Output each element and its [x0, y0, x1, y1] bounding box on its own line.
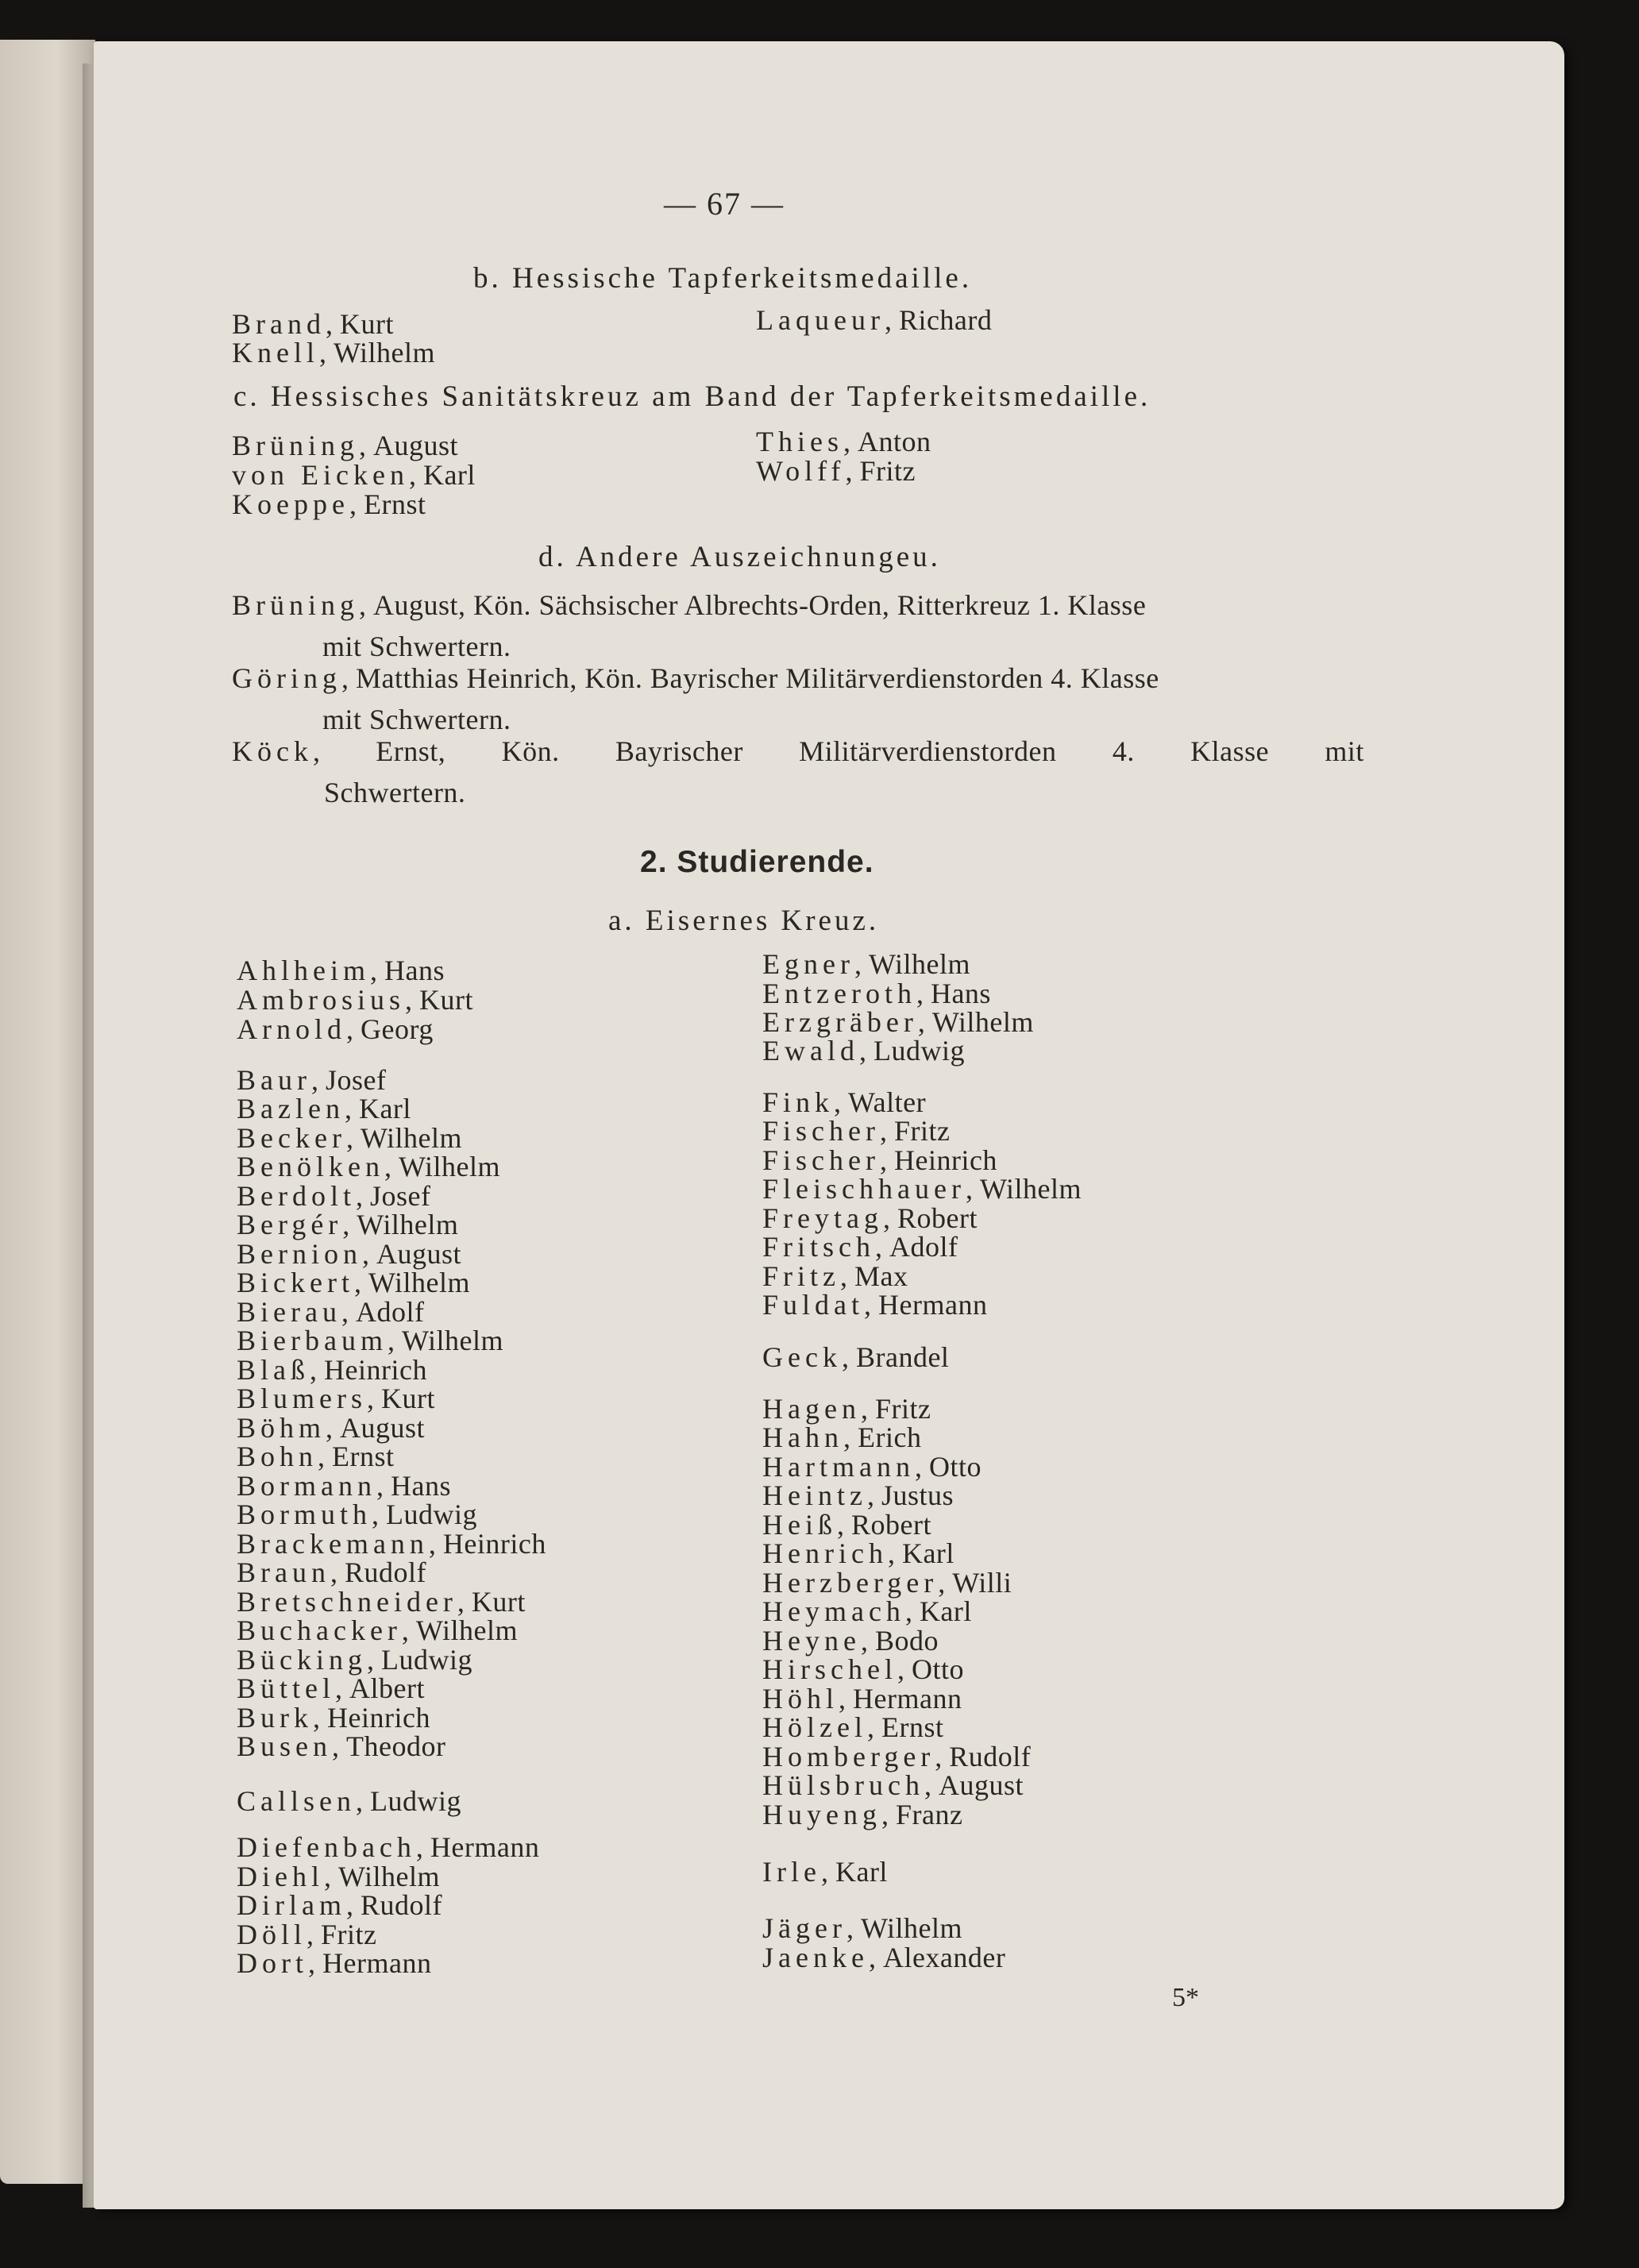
- surname: Bazlen: [237, 1093, 345, 1124]
- list-item: Bergér, Wilhelm: [237, 1209, 459, 1240]
- list-item: Höhl, Hermann: [762, 1683, 962, 1714]
- surname: Dort: [237, 1947, 308, 1979]
- list-item: Bohn, Ernst: [237, 1441, 395, 1472]
- surname: Fink: [762, 1086, 835, 1118]
- list-item: Brüning, August, Kön. Sächsischer Albrechts-Orden, Ritterkreuz 1. Klasse: [232, 589, 1147, 621]
- given-name: Brandel: [855, 1341, 950, 1373]
- given-name: Hans: [390, 1470, 451, 1502]
- section-b-heading: b. Hessische Tapferkeitsmedaille.: [473, 262, 973, 295]
- section-2a-heading: a. Eisernes Kreuz.: [608, 904, 880, 937]
- given-name: Wilhelm: [337, 1861, 441, 1892]
- surname: Herzberger: [762, 1567, 939, 1599]
- surname: Heyne: [762, 1625, 861, 1657]
- given-name: Karl: [901, 1537, 954, 1569]
- given-name: Georg: [361, 1013, 434, 1045]
- list-item: Thies, Anton: [756, 426, 931, 457]
- list-item: Bormuth, Ludwig: [237, 1498, 478, 1530]
- surname: Diehl: [237, 1861, 324, 1892]
- surname: Bernion: [237, 1238, 362, 1270]
- book-page: [94, 41, 1564, 2209]
- given-name: Albert: [349, 1672, 425, 1704]
- surname: Hahn: [762, 1421, 843, 1453]
- surname: Becker: [237, 1122, 346, 1154]
- surname: Hirschel: [762, 1653, 897, 1685]
- given-name: Adolf: [889, 1231, 958, 1263]
- surname: Ahlheim: [237, 955, 370, 986]
- given-name: Otto: [928, 1451, 981, 1483]
- surname: Ambrosius: [237, 984, 406, 1016]
- given-name: Fritz: [893, 1115, 951, 1147]
- given-name: Hermann: [853, 1683, 962, 1714]
- list-item: Böhm, August: [237, 1412, 426, 1444]
- given-name: Josef: [325, 1064, 387, 1096]
- list-item: Fritsch, Adolf: [762, 1231, 958, 1263]
- surname: Homberger: [762, 1741, 935, 1772]
- given-name: Karl: [835, 1856, 888, 1888]
- surname: Henrich: [762, 1537, 888, 1569]
- list-item: Brüning, August: [232, 430, 459, 461]
- given-name: Karl: [358, 1093, 411, 1124]
- given-name: Theodor: [346, 1730, 446, 1762]
- surname: Hölzel: [762, 1711, 867, 1743]
- list-item: Hartmann, Otto: [762, 1451, 981, 1483]
- list-item: Bernion, August: [237, 1238, 461, 1270]
- list-item: Fischer, Fritz: [762, 1115, 951, 1147]
- surname: Benölken: [237, 1151, 384, 1182]
- surname: Berdolt: [237, 1180, 356, 1212]
- surname: Bohn: [237, 1441, 318, 1472]
- surname: Burk: [237, 1702, 313, 1734]
- surname: Bormuth: [237, 1498, 372, 1530]
- given-name: Justus: [881, 1479, 954, 1511]
- list-item: Laqueur, Richard: [756, 304, 993, 336]
- list-item: Göring, Matthias Heinrich, Kön. Bayrischer Militärverdienstorden 4. Klasse: [232, 662, 1159, 694]
- given-name: Wilhelm: [357, 1209, 459, 1240]
- list-item: Huyeng, Franz: [762, 1799, 963, 1830]
- surname: Brackemann: [237, 1528, 429, 1560]
- given-name: Heinrich: [442, 1528, 546, 1560]
- list-item: Hagen, Fritz: [762, 1393, 931, 1425]
- list-item: Bücking, Ludwig: [237, 1644, 472, 1676]
- list-item: Berdolt, Josef: [237, 1180, 431, 1212]
- surname: Blumers: [237, 1383, 367, 1414]
- list-item: Hülsbruch, August: [762, 1769, 1024, 1801]
- list-item: Ewald, Ludwig: [762, 1035, 965, 1066]
- list-item: Blaß, Heinrich: [237, 1354, 427, 1386]
- surname: Heymach: [762, 1595, 905, 1627]
- list-item: Benölken, Wilhelm: [237, 1151, 501, 1182]
- given-name: Wilhelm: [398, 1151, 501, 1182]
- surname: Erzgräber: [762, 1006, 918, 1038]
- list-item: Braun, Rudolf: [237, 1556, 426, 1588]
- given-name: Wilhelm: [360, 1122, 462, 1154]
- section-d-heading: d. Andere Auszeichnungeu.: [538, 541, 941, 573]
- surname: Buchacker: [237, 1614, 402, 1646]
- given-name: Ludwig: [381, 1644, 472, 1676]
- given-name: August: [340, 1412, 426, 1444]
- surname: Freytag: [762, 1202, 883, 1234]
- list-item: Fuldat, Hermann: [762, 1289, 988, 1321]
- surname: Bierau: [237, 1296, 341, 1328]
- surname: Irle: [762, 1856, 821, 1888]
- surname: Heiß: [762, 1509, 837, 1541]
- list-item: Arnold, Georg: [237, 1013, 434, 1045]
- signature-mark: 5*: [1172, 1983, 1199, 2012]
- given-name: Bodo: [874, 1625, 939, 1657]
- list-item: Freytag, Robert: [762, 1202, 978, 1234]
- list-item: Irle, Karl: [762, 1856, 888, 1888]
- surname: Bergér: [237, 1209, 343, 1240]
- given-name: Wilhelm: [860, 1912, 962, 1944]
- given-name: Walter: [848, 1086, 927, 1118]
- surname: Arnold: [237, 1013, 346, 1045]
- list-item: Heintz, Justus: [762, 1479, 954, 1511]
- surname: Callsen: [237, 1785, 356, 1817]
- surname: Busen: [237, 1730, 332, 1762]
- surname: Döll: [237, 1919, 307, 1950]
- list-item: Herzberger, Willi: [762, 1567, 1012, 1599]
- given-name: August: [938, 1769, 1024, 1801]
- page-number: — 67 —: [664, 186, 785, 222]
- given-name: Ludwig: [873, 1035, 965, 1066]
- given-name: Wilhelm: [979, 1173, 1082, 1205]
- given-name: Hans: [384, 955, 445, 986]
- list-item: Fink, Walter: [762, 1086, 927, 1118]
- given-name: Otto: [911, 1653, 964, 1685]
- given-name: Wilhelm: [368, 1267, 470, 1298]
- list-item: Bazlen, Karl: [237, 1093, 411, 1124]
- list-item: Heymach, Karl: [762, 1595, 972, 1627]
- surname: Fritsch: [762, 1231, 876, 1263]
- surname: Bierbaum: [237, 1325, 388, 1356]
- list-item: von Eicken, Karl: [232, 459, 476, 491]
- surname: Ewald: [762, 1035, 859, 1066]
- list-item: Fleischhauer, Wilhelm: [762, 1173, 1082, 1205]
- surname: Dirlam: [237, 1889, 346, 1921]
- surname: Egner: [762, 948, 854, 980]
- given-name: Kurt: [419, 984, 474, 1016]
- list-item: Blumers, Kurt: [237, 1383, 435, 1414]
- surname: Fuldat: [762, 1289, 865, 1321]
- surname: Braun: [237, 1556, 330, 1588]
- list-item: Dort, Hermann: [237, 1947, 432, 1979]
- list-item: Knell, Wilhelm: [232, 337, 436, 368]
- list-item: Brand, Kurt: [232, 308, 394, 340]
- list-item: Busen, Theodor: [237, 1730, 446, 1762]
- list-item: Entzeroth, Hans: [762, 978, 991, 1009]
- surname: Bretschneider: [237, 1586, 457, 1618]
- given-name: Fritz: [321, 1919, 377, 1950]
- list-item: Homberger, Rudolf: [762, 1741, 1032, 1772]
- given-name: August: [376, 1238, 461, 1270]
- list-item: Ahlheim, Hans: [237, 955, 445, 986]
- given-name: Hermann: [430, 1831, 540, 1863]
- list-item: Wolff, Fritz: [756, 455, 916, 487]
- surname: Huyeng: [762, 1799, 881, 1830]
- list-item: Bretschneider, Kurt: [237, 1586, 526, 1618]
- surname: Heintz: [762, 1479, 867, 1511]
- list-item: Ambrosius, Kurt: [237, 984, 474, 1016]
- surname: Fritz: [762, 1260, 840, 1292]
- surname: Baur: [237, 1064, 311, 1096]
- given-name: Rudolf: [344, 1556, 426, 1588]
- surname: Bormann: [237, 1470, 376, 1502]
- list-item: Becker, Wilhelm: [237, 1122, 462, 1154]
- section-2-title: 2. Studierende.: [640, 845, 874, 879]
- list-item: Baur, Josef: [237, 1064, 387, 1096]
- section-c-heading: c. Hessisches Sanitätskreuz am Band der Tapferkeitsmedaille.: [233, 380, 1151, 413]
- list-item: Erzgräber, Wilhelm: [762, 1006, 1034, 1038]
- list-item: Heyne, Bodo: [762, 1625, 939, 1657]
- surname: Höhl: [762, 1683, 839, 1714]
- given-name: Max: [854, 1260, 908, 1292]
- list-item: Burk, Heinrich: [237, 1702, 430, 1734]
- given-name: Wilhelm: [401, 1325, 503, 1356]
- list-item: Bickert, Wilhelm: [237, 1267, 470, 1298]
- surname: Jäger: [762, 1912, 846, 1944]
- given-name: Rudolf: [360, 1889, 442, 1921]
- surname: Böhm: [237, 1412, 326, 1444]
- list-item: Diefenbach, Hermann: [237, 1831, 540, 1863]
- given-name: Wilhelm: [868, 948, 970, 980]
- list-item: Fischer, Heinrich: [762, 1144, 997, 1176]
- surname: Hartmann: [762, 1451, 915, 1483]
- surname: Bickert: [237, 1267, 354, 1298]
- list-item: Hölzel, Ernst: [762, 1711, 944, 1743]
- list-item: Buchacker, Wilhelm: [237, 1614, 518, 1646]
- surname: Blaß: [237, 1354, 310, 1386]
- surname: Hülsbruch: [762, 1769, 924, 1801]
- given-name: Fritz: [874, 1393, 931, 1425]
- list-item: Büttel, Albert: [237, 1672, 425, 1704]
- given-name: Heinrich: [324, 1354, 427, 1386]
- given-name: Wilhelm: [415, 1614, 518, 1646]
- given-name: Heinrich: [327, 1702, 430, 1734]
- previous-page-edge: [0, 40, 95, 2184]
- list-item-continuation: Schwertern.: [324, 777, 466, 808]
- list-item: Jaenke, Alexander: [762, 1942, 1006, 1973]
- surname: Fischer: [762, 1115, 880, 1147]
- list-item: Heiß, Robert: [762, 1509, 931, 1541]
- given-name: Erich: [857, 1421, 922, 1453]
- given-name: Willi: [952, 1567, 1012, 1599]
- list-item: Köck, Ernst, Kön. Bayrischer Militärverdienstorden 4. Klasse mit: [232, 735, 1364, 767]
- list-item: Bormann, Hans: [237, 1470, 451, 1502]
- list-item: Hirschel, Otto: [762, 1653, 964, 1685]
- given-name: Ernst: [881, 1711, 944, 1743]
- given-name: Alexander: [882, 1942, 1006, 1973]
- given-name: Kurt: [471, 1586, 526, 1618]
- surname: Hagen: [762, 1393, 861, 1425]
- list-item: Henrich, Karl: [762, 1537, 954, 1569]
- surname: Entzeroth: [762, 978, 916, 1009]
- surname: Fischer: [762, 1144, 880, 1176]
- list-item: Koeppe, Ernst: [232, 488, 426, 520]
- given-name: Ludwig: [369, 1785, 461, 1817]
- list-item: Geck, Brandel: [762, 1341, 950, 1373]
- list-item-continuation: mit Schwertern.: [322, 631, 511, 662]
- list-item: Bierau, Adolf: [237, 1296, 425, 1328]
- surname: Bücking: [237, 1644, 367, 1676]
- given-name: Wilhelm: [931, 1006, 1034, 1038]
- given-name: Hermann: [322, 1947, 432, 1979]
- given-name: Heinrich: [893, 1144, 997, 1176]
- given-name: Ludwig: [386, 1498, 478, 1530]
- surname: Fleischhauer: [762, 1173, 966, 1205]
- given-name: Robert: [850, 1509, 931, 1541]
- given-name: Hermann: [878, 1289, 988, 1321]
- list-item: Fritz, Max: [762, 1260, 908, 1292]
- surname: Diefenbach: [237, 1831, 416, 1863]
- list-item: Jäger, Wilhelm: [762, 1912, 962, 1944]
- list-item: Egner, Wilhelm: [762, 948, 970, 980]
- given-name: Kurt: [381, 1383, 435, 1414]
- list-item: Hahn, Erich: [762, 1421, 922, 1453]
- given-name: Franz: [895, 1799, 963, 1830]
- list-item: Diehl, Wilhelm: [237, 1861, 441, 1892]
- surname: Geck: [762, 1341, 842, 1373]
- given-name: Adolf: [355, 1296, 425, 1328]
- given-name: Karl: [919, 1595, 972, 1627]
- list-item: Dirlam, Rudolf: [237, 1889, 442, 1921]
- list-item: Callsen, Ludwig: [237, 1785, 461, 1817]
- list-item: Döll, Fritz: [237, 1919, 377, 1950]
- given-name: Hans: [930, 978, 991, 1009]
- given-name: Rudolf: [949, 1741, 1032, 1772]
- given-name: Josef: [369, 1180, 431, 1212]
- given-name: Robert: [897, 1202, 978, 1234]
- list-item: Bierbaum, Wilhelm: [237, 1325, 503, 1356]
- surname: Büttel: [237, 1672, 335, 1704]
- given-name: Ernst: [332, 1441, 395, 1472]
- list-item-continuation: mit Schwertern.: [322, 704, 511, 735]
- list-item: Brackemann, Heinrich: [237, 1528, 546, 1560]
- surname: Jaenke: [762, 1942, 869, 1973]
